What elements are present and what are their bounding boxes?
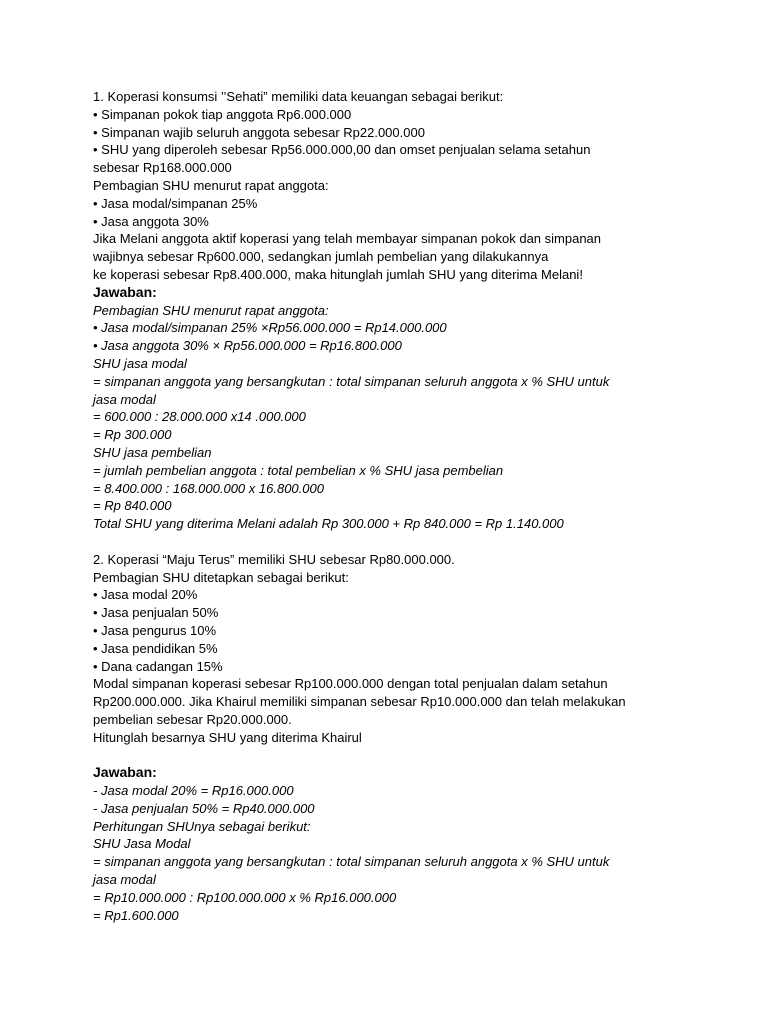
question-2-line: Pembagian SHU ditetapkan sebagai berikut: bbox=[93, 569, 349, 585]
question-2 bbox=[93, 551, 693, 747]
answer-1-line: SHU jasa modal bbox=[93, 355, 187, 371]
question-1-line: sebesar Rp168.000.000 bbox=[93, 160, 232, 176]
answer-2-line: - Jasa modal 20% = Rp16.000.000 bbox=[93, 783, 294, 799]
paragraph-spacer bbox=[93, 746, 693, 764]
answer-1-line: Pembagian SHU menurut rapat anggota: bbox=[93, 302, 329, 318]
answer-2-line: SHU Jasa Modal bbox=[93, 836, 191, 852]
answer-1-line: jasa modal bbox=[93, 391, 156, 407]
answer-1-line: = Rp 840.000 bbox=[93, 498, 172, 514]
question-2-line: Modal simpanan koperasi sebesar Rp100.000.000 dengan total penjualan dalam setahun bbox=[93, 676, 608, 692]
question-1-line: ke koperasi sebesar Rp8.400.000, maka hitunglah jumlah SHU yang diterima Melani! bbox=[93, 266, 583, 282]
answer-1-heading: Jawaban: bbox=[93, 283, 157, 300]
answer-1-line: = jumlah pembelian anggota : total pembelian x % SHU jasa pembelian bbox=[93, 462, 504, 478]
question-1-line: • SHU yang diperoleh sebesar Rp56.000.000,00 dan omset penjualan selama setahun bbox=[93, 142, 591, 158]
question-1-line: Jika Melani anggota aktif koperasi yang telah membayar simpanan pokok dan simpanan bbox=[93, 231, 602, 247]
question-2-line: • Jasa penjualan 50% bbox=[93, 605, 219, 621]
question-1-line: • Jasa modal/simpanan 25% bbox=[93, 195, 258, 211]
question-2-line: Hitunglah besarnya SHU yang diterima Khairul bbox=[93, 729, 362, 745]
question-1 bbox=[93, 88, 693, 284]
answer-1 bbox=[93, 302, 693, 533]
answer-2-line: Perhitungan SHUnya sebagai berikut: bbox=[93, 818, 311, 834]
paragraph-spacer bbox=[93, 533, 693, 551]
answer-1-line: • Jasa anggota 30% × Rp56.000.000 = Rp16.800.000 bbox=[93, 338, 402, 354]
document-body bbox=[93, 88, 693, 924]
answer-1-line: SHU jasa pembelian bbox=[93, 444, 212, 460]
question-2-line: • Jasa pendidikan 5% bbox=[93, 640, 218, 656]
answer-2-line: = Rp10.000.000 : Rp100.000.000 x % Rp16.000.000 bbox=[93, 889, 397, 905]
answer-2-heading: Jawaban: bbox=[93, 764, 157, 781]
answer-2-line: jasa modal bbox=[93, 872, 156, 888]
question-2-line: 2. Koperasi “Maju Terus” memiliki SHU sebesar Rp80.000.000. bbox=[93, 551, 455, 567]
answer-2-line: = simpanan anggota yang bersangkutan : total simpanan seluruh anggota x % SHU untuk bbox=[93, 854, 610, 870]
answer-1-line: = 8.400.000 : 168.000.000 x 16.800.000 bbox=[93, 480, 324, 496]
question-1-line: wajibnya sebesar Rp600.000, sedangkan jumlah pembelian yang dilakukannya bbox=[93, 249, 549, 265]
question-2-line: • Jasa pengurus 10% bbox=[93, 622, 217, 638]
question-1-line: • Jasa anggota 30% bbox=[93, 213, 209, 229]
answer-1-line: = 600.000 : 28.000.000 x14 .000.000 bbox=[93, 409, 306, 425]
question-2-line: • Dana cadangan 15% bbox=[93, 658, 223, 674]
question-2-line: • Jasa modal 20% bbox=[93, 587, 198, 603]
question-2-line: pembelian sebesar Rp20.000.000. bbox=[93, 711, 292, 727]
answer-1-line: = Rp 300.000 bbox=[93, 427, 172, 443]
question-1-line: 1. Koperasi konsumsi ’’Sehati” memiliki data keuangan sebagai berikut: bbox=[93, 89, 504, 104]
answer-1-line: Total SHU yang diterima Melani adalah Rp 300.000 + Rp 840.000 = Rp 1.140.000 bbox=[93, 516, 564, 532]
question-1-line: • Simpanan wajib seluruh anggota sebesar Rp22.000.000 bbox=[93, 124, 425, 140]
answer-1-line: = simpanan anggota yang bersangkutan : total simpanan seluruh anggota x % SHU untuk bbox=[93, 373, 610, 389]
question-1-line: • Simpanan pokok tiap anggota Rp6.000.000 bbox=[93, 106, 352, 122]
question-1-line: Pembagian SHU menurut rapat anggota: bbox=[93, 177, 329, 193]
answer-2 bbox=[93, 782, 693, 924]
answer-1-line: • Jasa modal/simpanan 25% ×Rp56.000.000 = Rp14.000.000 bbox=[93, 320, 447, 336]
answer-2-line: - Jasa penjualan 50% = Rp40.000.000 bbox=[93, 800, 315, 816]
answer-2-line: = Rp1.600.000 bbox=[93, 907, 179, 923]
question-2-line: Rp200.000.000. Jika Khairul memiliki simpanan sebesar Rp10.000.000 dan telah melakukan bbox=[93, 694, 626, 710]
